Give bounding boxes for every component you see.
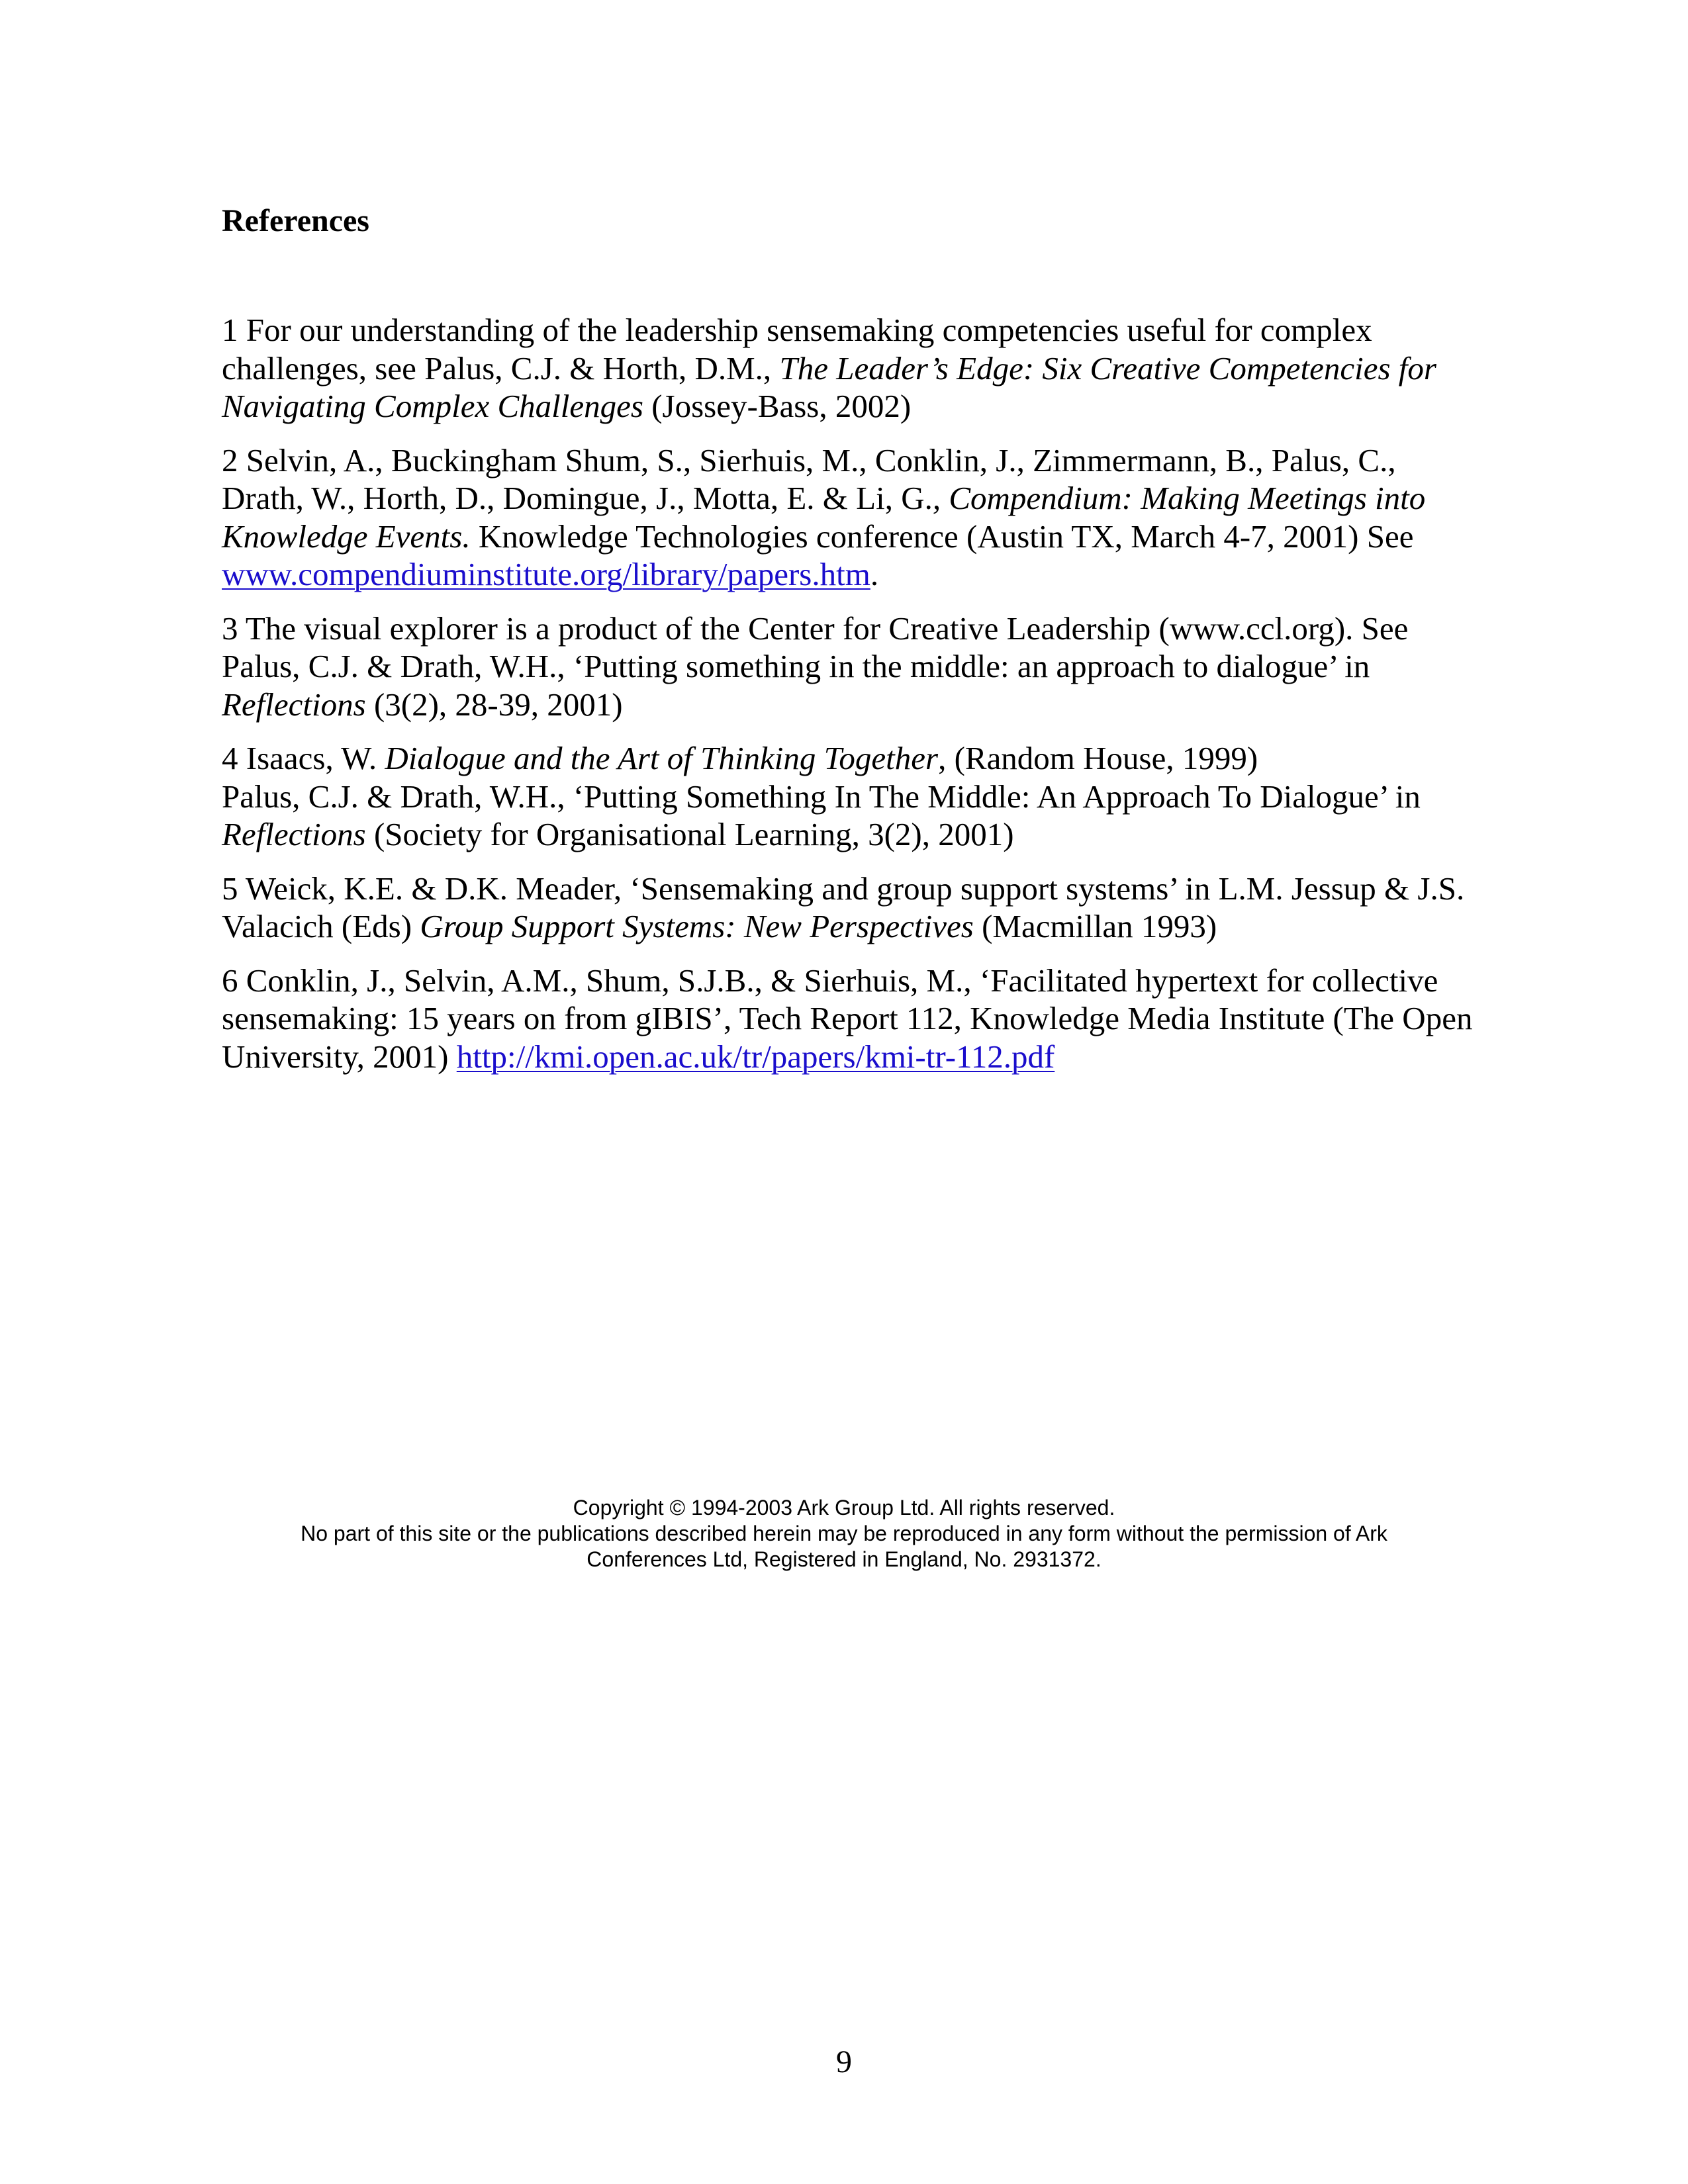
reference-line — [222, 387, 1529, 426]
copyright-notice — [0, 1495, 1688, 1572]
reference-text: Knowledge Technologies conference (Austin TX, March 4-7, 2001) See — [470, 518, 1414, 555]
reference-line — [222, 555, 1529, 594]
reference-line — [222, 870, 1529, 908]
reference-text: 5 Weick, K.E. & D.K. Meader, ‘Sensemaking and group support systems’ in L.M. Jessup & J.S. — [222, 870, 1465, 907]
reference-line — [222, 962, 1529, 1000]
journal-title: Reflections — [222, 816, 366, 852]
paper-title: Knowledge Events. — [222, 518, 471, 555]
reference-1 — [222, 311, 1529, 426]
book-title: Group Support Systems: New Perspectives — [420, 908, 974, 944]
copyright-line: Conferences Ltd, Registered in England, No. 2931372. — [586, 1547, 1102, 1571]
reference-line — [222, 349, 1529, 388]
reference-line — [222, 441, 1529, 480]
reference-line — [222, 815, 1529, 854]
reference-line — [222, 311, 1529, 349]
page-number: 9 — [836, 2044, 852, 2079]
reference-line — [222, 479, 1529, 518]
reference-line — [222, 778, 1529, 816]
reference-text: 4 Isaacs, W. — [222, 740, 385, 776]
kmi-tech-report-link[interactable]: http://kmi.open.ac.uk/tr/papers/kmi-tr-112.pdf — [456, 1038, 1055, 1075]
reference-3 — [222, 610, 1529, 724]
book-title: Navigating Complex Challenges — [222, 388, 643, 424]
reference-4 — [222, 739, 1529, 854]
book-title: The Leader’s Edge: Six Creative Competencies for — [779, 349, 1436, 387]
reference-text: (Jossey-Bass, 2002) — [643, 388, 912, 424]
reference-text: (3(2), 28-39, 2001) — [365, 686, 623, 723]
copyright-line: No part of this site or the publications described herein may be reproduced in any form without the permission of Ark — [301, 1522, 1387, 1545]
reference-line — [222, 610, 1529, 648]
reference-text: Drath, W., Horth, D., Domingue, J., Motta, E. & Li, G. — [222, 480, 933, 516]
reference-line — [222, 999, 1529, 1038]
reference-text: sensemaking: 15 years on from gIBIS’, Tech Report 112, Knowledge Media Institute (The Open — [222, 1000, 1473, 1036]
reference-line — [222, 907, 1529, 946]
reference-text: University, 2001) — [222, 1038, 457, 1075]
reference-text: Valacich (Eds) — [222, 908, 420, 944]
copyright-line: Copyright © 1994-2003 Ark Group Ltd. All rights reserved. — [573, 1496, 1115, 1520]
reference-2 — [222, 441, 1529, 594]
reference-line — [222, 686, 1529, 724]
reference-5 — [222, 870, 1529, 946]
journal-title: Reflections — [222, 686, 366, 723]
paper-title: , Compendium: Making Meetings into — [932, 480, 1426, 516]
reference-6 — [222, 962, 1529, 1076]
reference-line — [222, 518, 1529, 556]
reference-text: . — [870, 556, 879, 592]
book-title: Dialogue and the Art of Thinking Together — [385, 740, 939, 776]
reference-text: (Society for Organisational Learning, 3(2), 2001) — [365, 816, 1014, 852]
reference-line — [222, 739, 1529, 778]
compendium-link[interactable]: www.compendiuminstitute.org/library/papers.htm — [222, 556, 870, 592]
references-list — [222, 311, 1529, 1091]
references-heading: References — [222, 203, 369, 238]
reference-line — [222, 1038, 1529, 1076]
reference-text: 6 Conklin, J., Selvin, A.M., Shum, S.J.B., & Sierhuis, M., ‘Facilitated hypertext for collective — [222, 962, 1438, 999]
reference-text: 3 The visual explorer is a product of the Center for Creative Leadership (www.ccl.org). See — [222, 610, 1409, 647]
reference-text: Palus, C.J. & Drath, W.H., ‘Putting something in the middle: an approach to dialogue’ in — [222, 648, 1370, 684]
reference-text: , (Random House, 1999) — [938, 740, 1258, 776]
reference-text: 1 For our understanding of the leadership sensemaking competencies useful for complex — [222, 312, 1372, 348]
reference-text: 2 Selvin, A., Buckingham Shum, S., Sierhuis, M., Conklin, J., Zimmermann, B., Palus, C., — [222, 441, 1396, 478]
reference-text: challenges, see Palus, C.J. & Horth, D.M., — [222, 349, 780, 387]
reference-text: (Macmillan 1993) — [973, 908, 1217, 944]
reference-line — [222, 647, 1529, 686]
reference-text: Palus, C.J. & Drath, W.H., ‘Putting Something In The Middle: An Approach To Dialogue’ in — [222, 778, 1421, 815]
